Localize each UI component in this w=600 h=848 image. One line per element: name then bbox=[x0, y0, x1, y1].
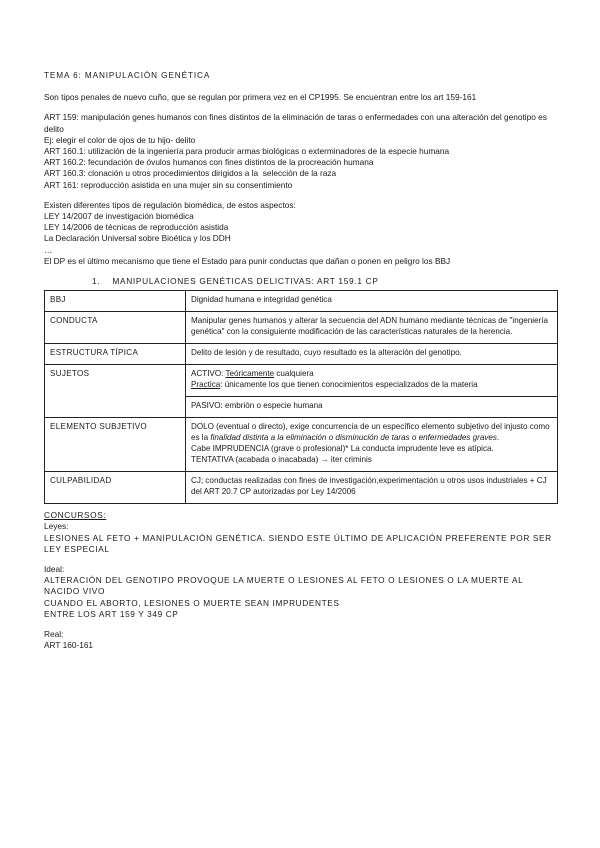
articles-list bbox=[44, 112, 560, 190]
concursos-block bbox=[44, 510, 560, 651]
dolo-text bbox=[191, 421, 553, 443]
activo-label: ACTIVO: bbox=[191, 369, 226, 379]
table-value bbox=[186, 365, 558, 397]
table-row bbox=[45, 472, 558, 504]
ideal-line: CUANDO EL ABORTO, LESIONES O MUERTE SEAN IMPRUDENTES bbox=[44, 597, 340, 608]
imprudencia-text: Cabe IMPRUDENCIA (grave o profesional)* La conducta imprudente leve es atípica. bbox=[191, 444, 494, 454]
table-key: CULPABILIDAD bbox=[45, 472, 186, 504]
table-key: BBJ bbox=[45, 291, 186, 312]
dolo-end: . bbox=[496, 433, 500, 443]
table-row bbox=[45, 344, 558, 365]
article-item: ART 160.2: fecundación de óvulos humanos con fines distintos de la procreación humana bbox=[44, 157, 374, 168]
leyes-label: Leyes: bbox=[44, 521, 69, 532]
table-key: CONDUCTA bbox=[45, 312, 186, 344]
activo-rest: cualquiera bbox=[274, 369, 314, 379]
ideal-line: ENTRE LOS ART 159 Y 349 CP bbox=[44, 608, 179, 619]
table-key: ELEMENTO SUBJETIVO bbox=[45, 418, 186, 472]
table-value: CJ; conductas realizadas con fines de investigación,experimentación u otros usos industriales + CJ del ART 20.7 CP autorizadas por Ley 14/2006 bbox=[186, 472, 558, 504]
section-heading bbox=[92, 276, 560, 287]
regulation-intro: Existen diferentes tipos de regulación biomédica, de estos aspectos: bbox=[44, 199, 296, 210]
table-key: SUJETOS bbox=[45, 365, 186, 418]
table-value bbox=[186, 418, 558, 472]
leyes-text: LESIONES AL FETO + MANIPULACIÓN GENÉTICA. SIENDO ESTE ÚLTIMO DE APLICACIÓN PREFERENTE POR SER LEY ESPECIAL bbox=[44, 532, 555, 554]
dolo-italic: finalidad distinta a la eliminación o disminución de taras o enfermedades graves bbox=[210, 433, 497, 443]
section-number: 1. bbox=[92, 276, 101, 287]
ideal-line: ALTERACIÓN DEL GENOTIPO PROVOQUE LA MUERTE O LESIONES AL FETO O LESIONES O LA MUERTE AL NACIDO VIVO bbox=[44, 575, 526, 597]
article-item: ART 160.3: clonación u otros procedimientos dirigidos a la selección de la raza bbox=[44, 168, 337, 179]
document-page bbox=[44, 70, 560, 651]
table-row bbox=[45, 291, 558, 312]
article-item: ART 161: reproducción asistida en una mujer sin su consentimiento bbox=[44, 179, 293, 190]
table-key: ESTRUCTURA TÍPICA bbox=[45, 344, 186, 365]
sujeto-activo bbox=[191, 368, 553, 379]
regulation-closing: El DP es el último mecanismo que tiene el Estado para punir conductas que dañan o ponen en peligro los BBJ bbox=[44, 255, 451, 266]
dolo-lead: DOLO (eventual o directo), exige concurrencia de un específico elemento subjetivo del injusto como es la bbox=[191, 422, 550, 443]
table-value: Delito de lesión y de resultado, cuyo resultado es la alteración del genotipo. bbox=[186, 344, 558, 365]
regulation-item: LEY 14/2007 de investigación biomédica bbox=[44, 211, 194, 222]
article-item: Ej: elegir el color de ojos de tu hijo- delito bbox=[44, 134, 196, 145]
regulation-item: LEY 14/2006 de técnicas de reproducción asistida bbox=[44, 222, 229, 233]
concursos-title: CONCURSOS: bbox=[44, 510, 107, 521]
table-value: PASIVO: embrión o especie humana bbox=[186, 397, 558, 418]
page-title: TEMA 6: MANIPULACIÓN GENÉTICA bbox=[44, 71, 211, 80]
table-row bbox=[45, 312, 558, 344]
crime-table bbox=[44, 290, 558, 504]
regulation-item: La Declaración Universal sobre Bioética y los DDH bbox=[44, 233, 231, 244]
intro-paragraph: Son tipos penales de nuevo cuño, que se regulan por primera vez en el CP1995. Se encuentran entre los art 159-161 bbox=[44, 92, 477, 103]
article-item: ART 159: manipulación genes humanos con fines distintos de la eliminación de taras o enfermedades con una alteración del genotipo es delito bbox=[44, 112, 550, 134]
practica-label: Practica bbox=[191, 380, 221, 390]
article-item: ART 160.1: utilización de la ingeniería para producir armas biológicas o exterminadores de la especie humana bbox=[44, 146, 450, 157]
ideal-label: Ideal: bbox=[44, 564, 65, 575]
activo-theory: Teóricamente bbox=[225, 369, 275, 379]
real-text: ART 160-161 bbox=[44, 640, 94, 651]
table-row bbox=[45, 418, 558, 472]
table-row bbox=[45, 365, 558, 397]
table-value: Dignidad humana e integridad genética bbox=[186, 291, 558, 312]
practica-rest: : únicamente los que tienen conocimientos especializados de la materia bbox=[220, 380, 478, 390]
sujeto-practica bbox=[191, 379, 553, 390]
table-value: Manipular genes humanos y alterar la secuencia del ADN humano mediante técnicas de "ingeniería genética" con la consiguiente modificación de las características naturales de la herencia. bbox=[186, 312, 558, 344]
section-title: MANIPULACIONES GENÉTICAS DELICTIVAS: ART 159.1 CP bbox=[112, 276, 379, 287]
tentativa-text: TENTATIVA (acabada o inacabada) → iter criminis bbox=[191, 455, 372, 465]
real-label: Real: bbox=[44, 629, 64, 640]
regulation-item: … bbox=[44, 244, 53, 255]
regulation-block bbox=[44, 200, 560, 267]
